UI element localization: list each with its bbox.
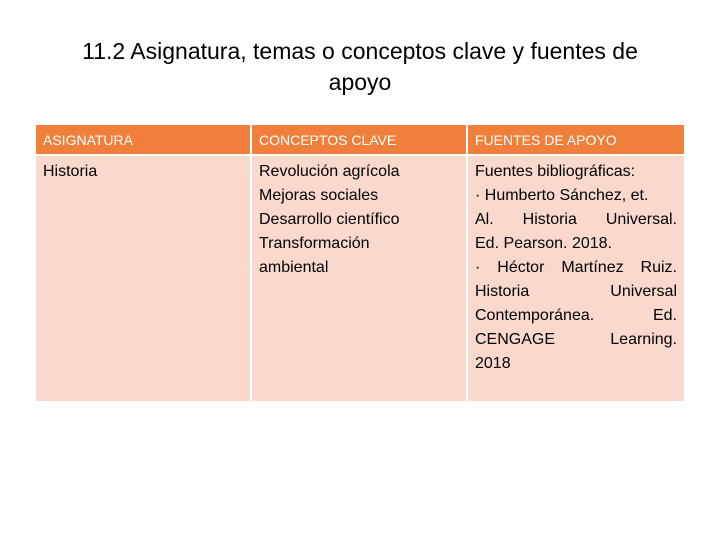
- cell-conceptos: [251, 155, 467, 401]
- table-row: [36, 155, 684, 401]
- header-asignatura: ASIGNATURA: [36, 125, 251, 155]
- concepto-item: Revolución agrícola: [259, 163, 400, 180]
- subject-table: [36, 125, 684, 401]
- concepto-item: Transformación: [259, 235, 370, 252]
- cell-asignatura: [36, 155, 251, 401]
- concepto-item: ambiental: [259, 259, 329, 276]
- cell-fuentes: [467, 155, 684, 401]
- slide-title: [30, 36, 690, 98]
- fuente-line: Contemporánea. Ed.: [475, 307, 677, 324]
- asignatura-value: Historia: [43, 163, 98, 180]
- fuente-line: 2018: [475, 355, 511, 372]
- fuente-line: · Humberto Sánchez, et.: [475, 187, 649, 204]
- fuente-line: · Héctor Martínez Ruiz.: [475, 259, 677, 276]
- fuente-line: CENGAGE Learning.: [475, 331, 677, 348]
- title-line-1: 11.2 Asignatura, temas o conceptos clave y fuentes de: [82, 38, 638, 64]
- concepto-item: Desarrollo científico: [259, 211, 400, 228]
- fuente-line: Historia Universal: [475, 283, 677, 300]
- fuente-line: Al. Historia Universal.: [475, 211, 677, 228]
- header-fuentes-de-apoyo: FUENTES DE APOYO: [467, 125, 684, 155]
- table-header-row: [36, 125, 684, 155]
- fuente-line: Fuentes bibliográficas:: [475, 163, 636, 180]
- title-line-2: apoyo: [328, 69, 392, 95]
- concepto-item: Mejoras sociales: [259, 187, 379, 204]
- fuente-line: Ed. Pearson. 2018.: [475, 235, 612, 252]
- header-conceptos-clave: CONCEPTOS CLAVE: [251, 125, 467, 155]
